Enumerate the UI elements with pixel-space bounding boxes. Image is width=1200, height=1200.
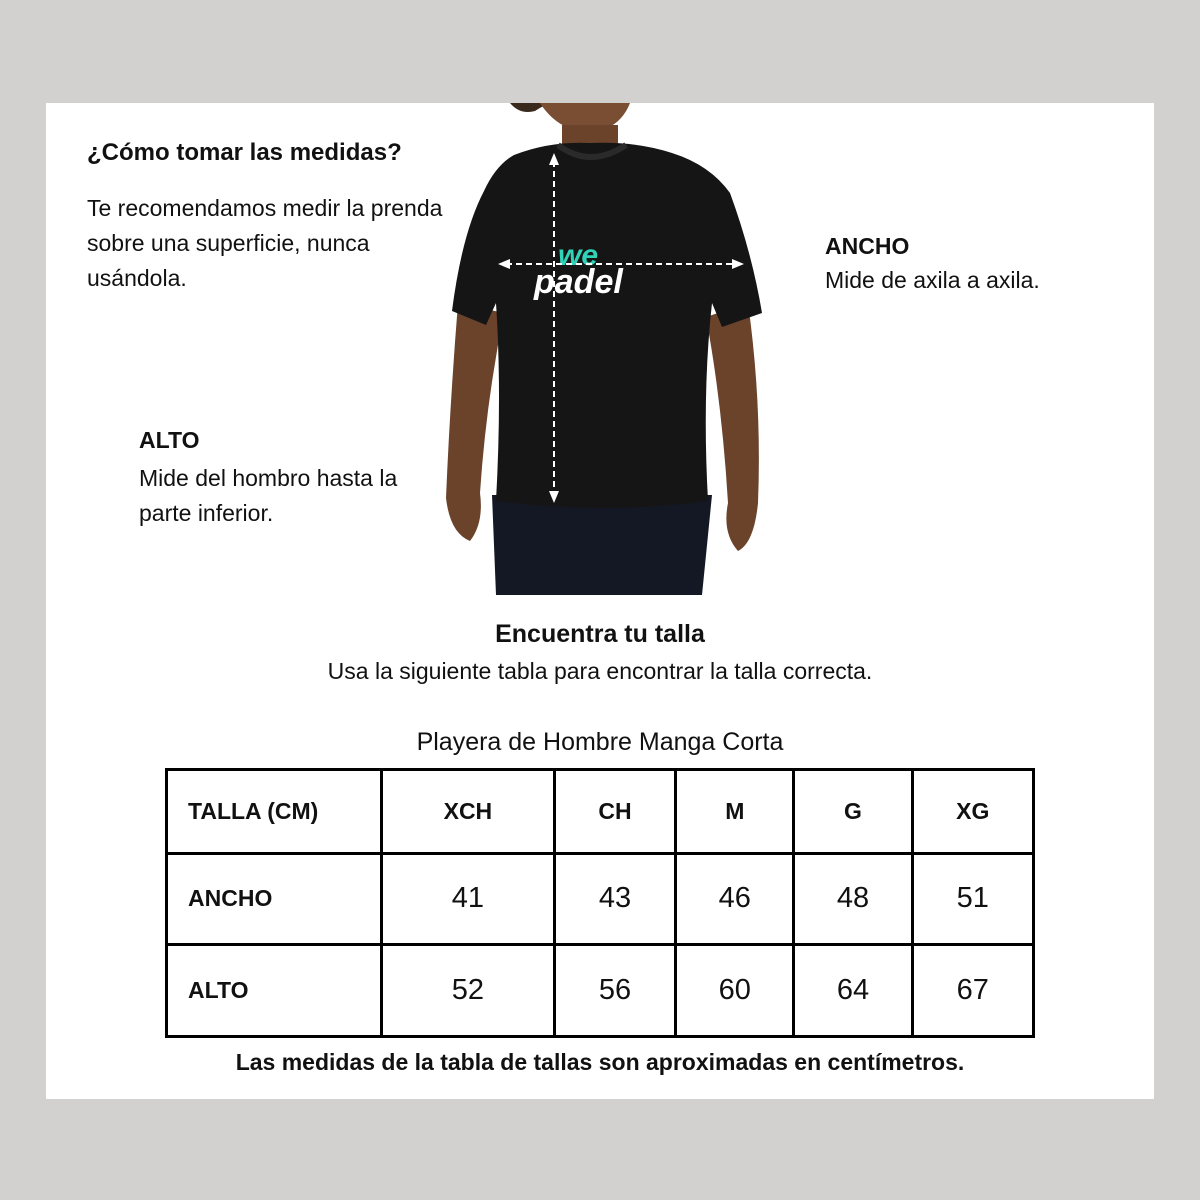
table-cell: 51 (912, 853, 1033, 945)
table-cell: 41 (382, 853, 555, 945)
height-description: Mide del hombro hasta la parte inferior. (139, 465, 398, 526)
size-table (165, 768, 1035, 1038)
header-cell: TALLA (CM) (167, 770, 382, 854)
table-cell: 64 (794, 945, 912, 1037)
width-title: ANCHO (825, 233, 910, 259)
table-cell: 56 (554, 945, 675, 1037)
table-cell: 60 (676, 945, 794, 1037)
header-cell: CH (554, 770, 675, 854)
logo-top-text: we (558, 239, 599, 272)
table-cell: 48 (794, 853, 912, 945)
table-row (167, 853, 1034, 945)
find-size-subtitle: Usa la siguiente tabla para encontrar la talla correcta. (327, 658, 873, 684)
header-cell: XCH (382, 770, 555, 854)
height-title: ALTO (139, 427, 200, 453)
size-table-title: Playera de Hombre Manga Corta (416, 728, 784, 756)
table-header-row (167, 770, 1034, 854)
size-guide-card (46, 103, 1154, 1099)
table-cell: 43 (554, 853, 675, 945)
tshirt-illustration (440, 103, 770, 595)
table-cell: 67 (912, 945, 1033, 1037)
table-cell: 46 (676, 853, 794, 945)
row-label: ALTO (167, 945, 382, 1037)
header-cell: XG (912, 770, 1033, 854)
header-cell: M (676, 770, 794, 854)
find-size-title: Encuentra tu talla (495, 620, 705, 648)
header-cell: G (794, 770, 912, 854)
width-description: Mide de axila a axila. (825, 267, 1040, 293)
how-to-measure-title: ¿Cómo tomar las medidas? (87, 139, 402, 166)
footnote: Las medidas de la tabla de tallas son aproximadas en centímetros. (235, 1049, 965, 1075)
row-label: ANCHO (167, 853, 382, 945)
logo-bottom-text: padel (534, 263, 623, 301)
table-row (167, 945, 1034, 1037)
how-to-measure-text: Te recomendamos medir la prenda sobre una superficie, nunca usándola. (87, 195, 443, 291)
table-cell: 52 (382, 945, 555, 1037)
